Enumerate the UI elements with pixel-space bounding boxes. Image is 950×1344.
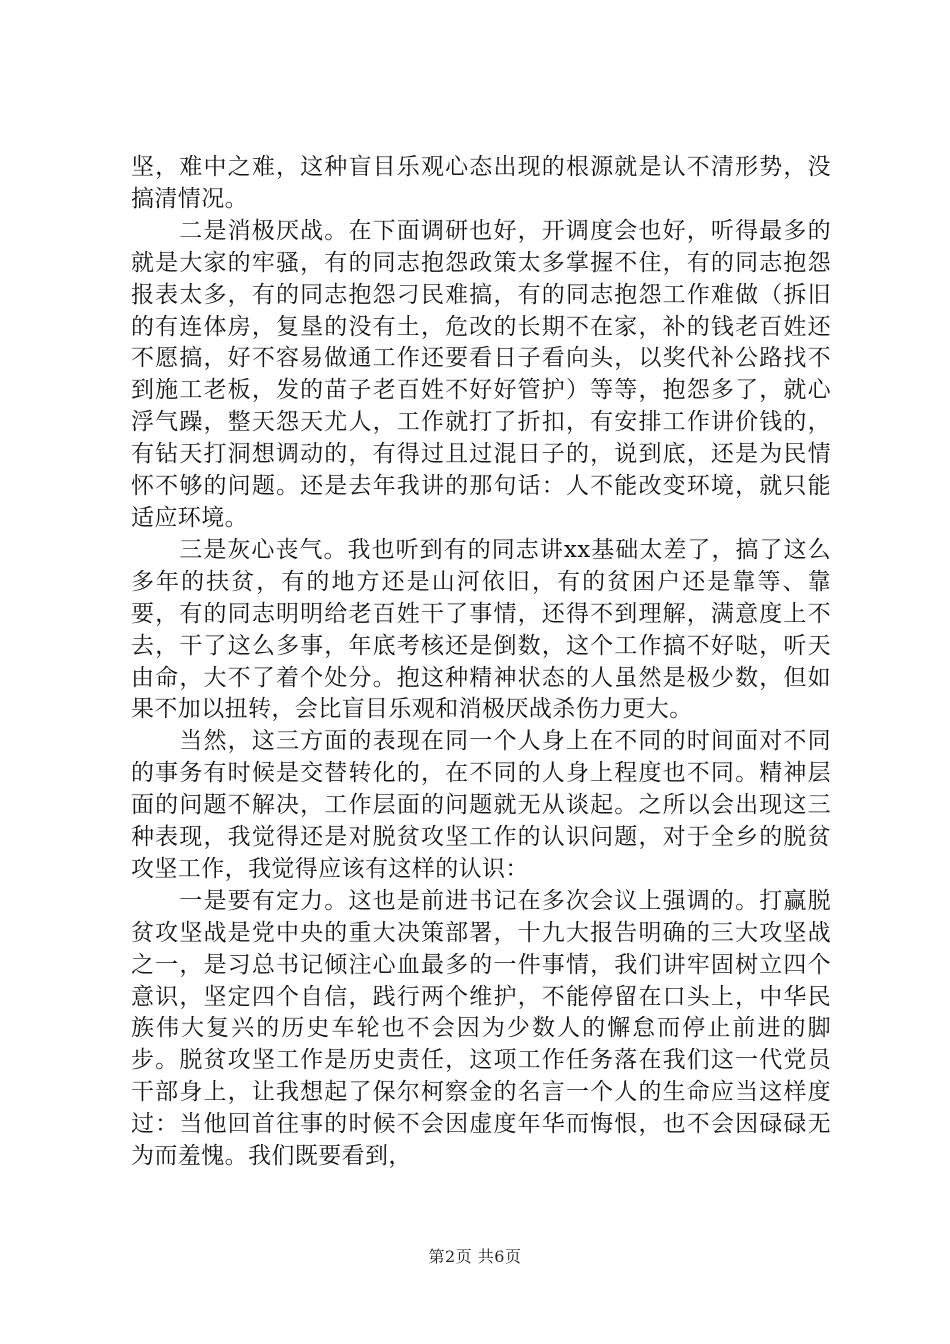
paragraph-4: 当然，这三方面的表现在同一个人身上在不同的时间面对不同的事务有时候是交替转化的，在不同的人身上程度也不同。精神层面的问题不解决，工作层面的问题就无从谈起。之所以会出现这三种表现，我觉得还是对脱贫攻坚工作的认识问题，对于全乡的脱贫攻坚工作，我觉得应该有这样的认识： <box>131 728 831 882</box>
document-body <box>131 152 831 1173</box>
paragraph-3: 三是灰心丧气。我也听到有的同志讲xx基础太差了，搞了这么多年的扶贫，有的地方还是山河依旧，有的贫困户还是靠等、靠要，有的同志明明给老百姓干了事情，还得不到理解，满意度上不去，干了这么多事，年底考核还是倒数，这个工作搞不好哒，听天由命，大不了着个处分。抱这种精神状态的人虽然是极少数，但如果不加以扭转，会比盲目乐观和消极厌战杀伤力更大。 <box>131 536 831 723</box>
paragraph-1: 坚，难中之难，这种盲目乐观心态出现的根源就是认不清形势，没搞清情况。 <box>131 154 831 212</box>
paragraph-2: 二是消极厌战。在下面调研也好，开调度会也好，听得最多的就是大家的牢骚，有的同志抱怨政策太多掌握不住，有的同志抱怨报表太多，有的同志抱怨刁民难搞，有的同志抱怨工作难做（拆旧的有连体房，复垦的没有土，危改的长期不在家，补的钱老百姓还不愿搞，好不容易做通工作还要看日子看向头，以奖代补公路找不到施工老板，发的苗子老百姓不好好管护）等等，抱怨多了，就心浮气躁，整天怨天尤人，工作就打了折扣，有安排工作讲价钱的，有钻天打洞想调动的，有得过且过混日子的，说到底，还是为民情怀不够的问题。还是去年我讲的那句话：人不能改变环境，就只能适应环境。 <box>131 217 831 531</box>
paragraph-5: 一是要有定力。这也是前进书记在多次会议上强调的。打赢脱贫攻坚战是党中央的重大决策部署，十九大报告明确的三大攻坚战之一，是习总书记倾注心血最多的一件事情，我们讲牢固树立四个意识，坚定四个自信，践行两个维护，不能停留在口头上，中华民族伟大复兴的历史车轮也不会因为少数人的懈怠而停止前进的脚步。脱贫攻坚工作是历史责任，这项工作任务落在我们这一代党员干部身上，让我想起了保尔柯察金的名言一个人的生命应当这样度过：当他回首往事的时候不会因虚度年华而悔恨，也不会因碌碌无为而羞愧。我们既要看到， <box>131 887 831 1170</box>
page-footer: 第2页 共6页 <box>428 1247 522 1266</box>
